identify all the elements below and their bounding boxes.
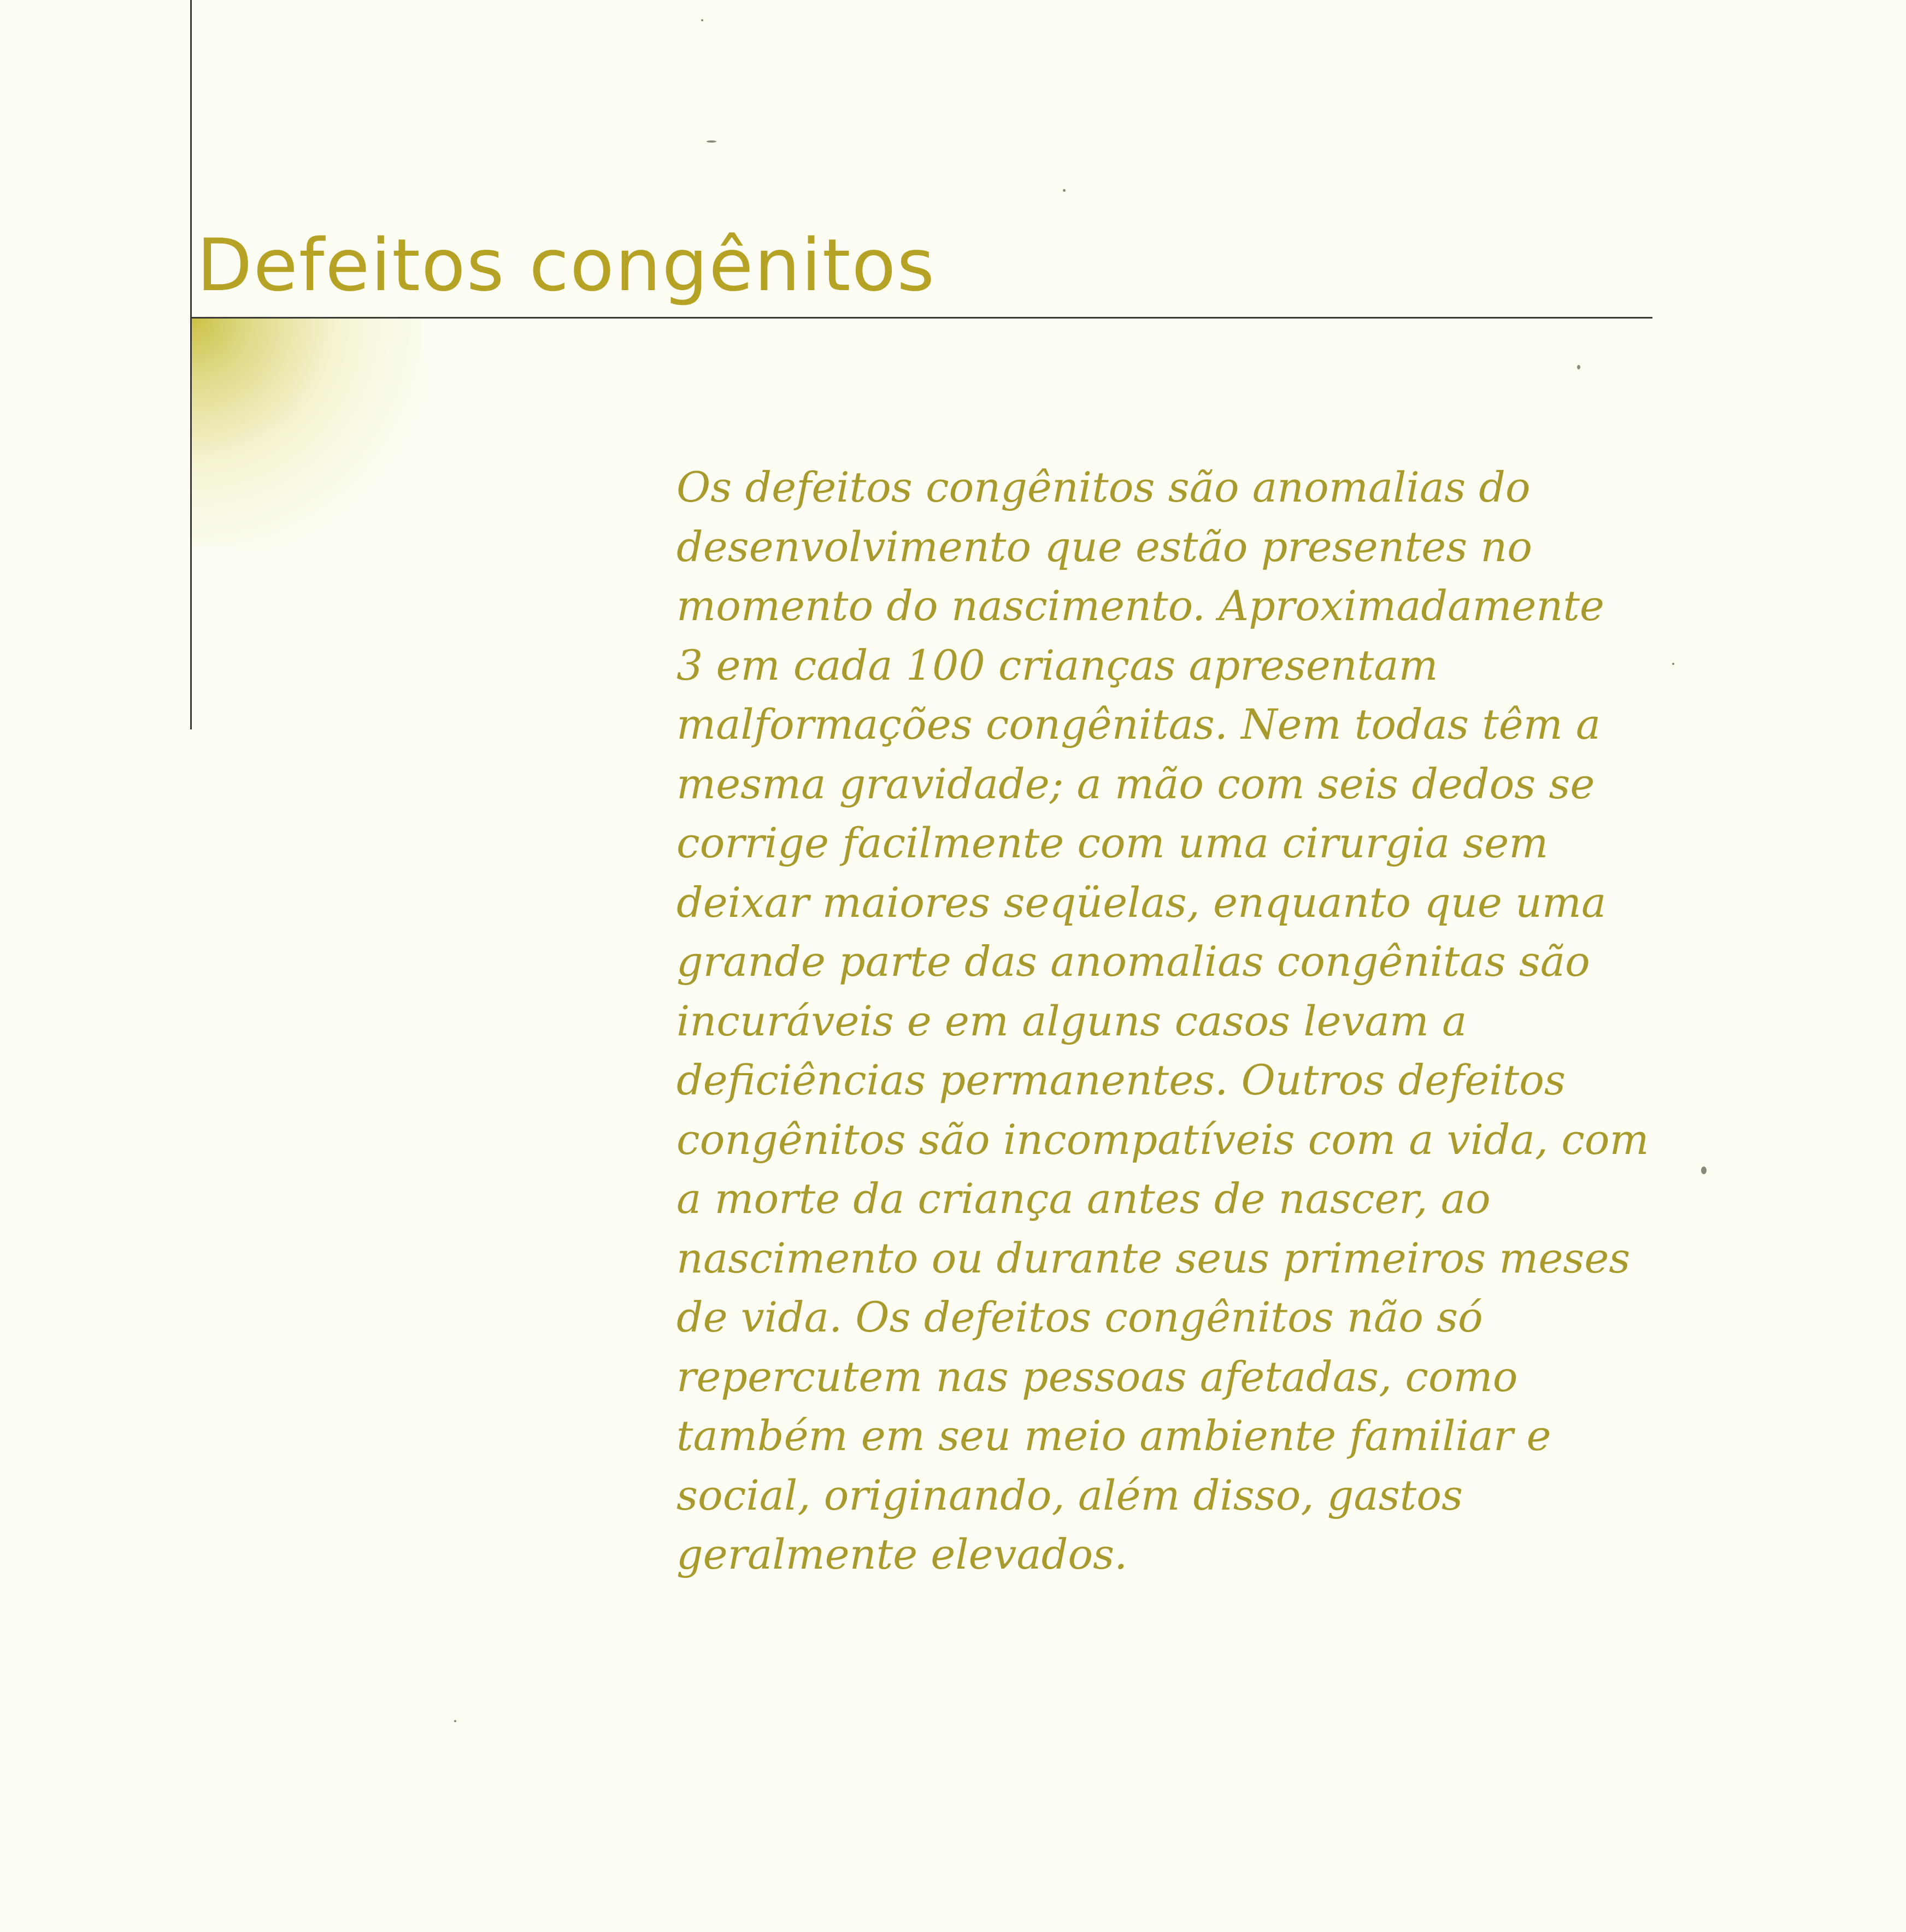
body-line: a morte da criança antes de nascer, ao bbox=[676, 1174, 1491, 1223]
scan-speck bbox=[701, 19, 703, 21]
scan-speck bbox=[1672, 663, 1674, 665]
corner-gradient-accent bbox=[192, 319, 421, 548]
body-line: grande parte das anomalias congênitas são bbox=[676, 937, 1590, 986]
scan-speck bbox=[1063, 189, 1066, 192]
body-line: deixar maiores seqüelas, enquanto que uma bbox=[676, 877, 1607, 927]
header-rule bbox=[190, 317, 1652, 319]
body-line: repercutem nas pessoas afetadas, como bbox=[676, 1352, 1518, 1401]
body-line: deficiências permanentes. Outros defeitos bbox=[676, 1056, 1566, 1104]
body-line: incuráveis e em alguns casos levam a bbox=[676, 996, 1467, 1045]
scan-speck bbox=[1577, 365, 1580, 369]
body-paragraph bbox=[676, 458, 1704, 1585]
body-line: corrige facilmente com uma cirurgia sem bbox=[676, 818, 1549, 867]
body-line: Os defeitos congênitos são anomalias do bbox=[676, 463, 1531, 511]
page-title: Defeitos congênitos bbox=[197, 223, 936, 308]
body-line: também em seu meio ambiente familiar e bbox=[676, 1411, 1551, 1460]
body-line: desenvolvimento que estão presentes no bbox=[676, 522, 1532, 571]
body-line: congênitos são incompatíveis com a vida, com bbox=[676, 1115, 1649, 1164]
body-line: geralmente elevados. bbox=[676, 1530, 1128, 1578]
body-line: de vida. Os defeitos congênitos não só bbox=[676, 1293, 1483, 1341]
scan-speck bbox=[707, 140, 716, 143]
body-line: momento do nascimento. Aproximadamente bbox=[676, 581, 1604, 630]
scan-speck bbox=[1701, 1167, 1707, 1174]
body-line: malformações congênitas. Nem todas têm a bbox=[676, 700, 1601, 749]
body-line: mesma gravidade; a mão com seis dedos se bbox=[676, 759, 1595, 808]
body-line: social, originando, além disso, gastos bbox=[676, 1470, 1463, 1519]
body-line: 3 em cada 100 crianças apresentam bbox=[676, 640, 1438, 690]
scan-speck bbox=[454, 1720, 456, 1722]
body-line: nascimento ou durante seus primeiros meses bbox=[676, 1233, 1631, 1282]
